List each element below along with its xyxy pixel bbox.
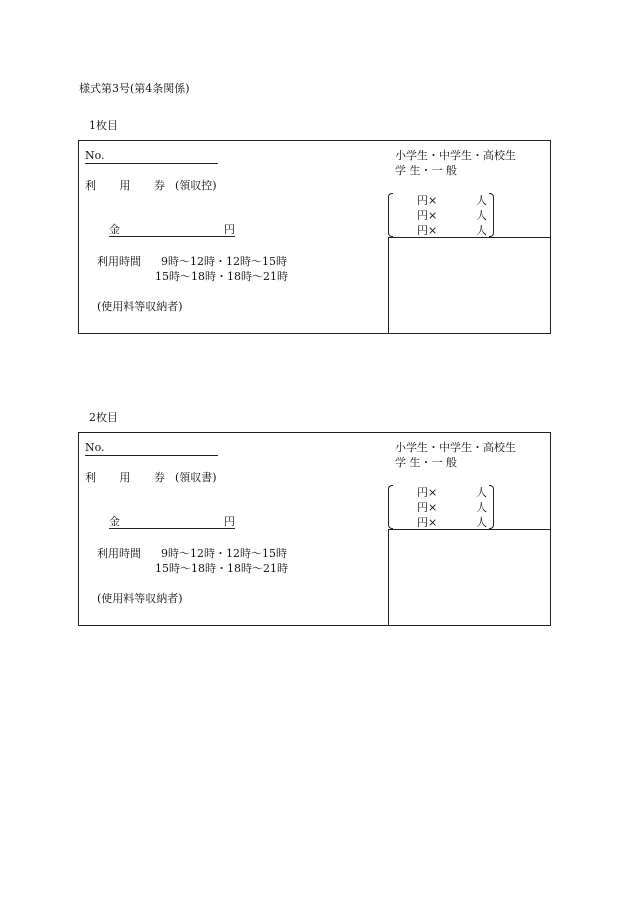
amount-label: 金 [109,223,120,236]
amount-unit: 円 [224,223,235,236]
rate-person: 人 [476,194,487,207]
amount-unit: 円 [224,515,235,528]
ticket-type-sub: (領収書) [175,471,217,484]
hours-line-2: 15時～18時・18時～21時 [155,270,288,283]
sheet-label-2: 2枚目 [89,411,118,424]
rate-row-2 [417,501,487,514]
bracket-left [388,485,393,529]
rate-yen: 円× [417,501,438,514]
category-line-1: 小学生・中学生・高校生 [395,441,516,454]
rate-row-3 [417,224,487,237]
rate-row-1 [417,194,487,207]
rate-row-2 [417,209,487,222]
amount-field [109,515,235,529]
divider-horizontal [388,529,550,530]
rate-person: 人 [476,501,487,514]
rate-yen: 円× [417,224,438,237]
rate-person: 人 [476,209,487,222]
hours-label: 利用時間 [97,547,141,560]
amount-field [109,223,235,237]
ticket-2 [78,432,551,626]
collector-label: (使用料等収納者) [97,592,183,605]
rate-yen: 円× [417,516,438,529]
collector-label: (使用料等収納者) [97,300,183,313]
hours-line-1: 9時～12時・12時～15時 [161,255,287,268]
ticket-number-field: No. [85,149,218,164]
category-line-2: 学 生・一 般 [395,164,457,177]
category-line-2: 学 生・一 般 [395,456,457,469]
bracket-right [489,193,494,237]
ticket-type-sub: (領収控) [175,179,217,192]
rate-person: 人 [476,516,487,529]
category-line-1: 小学生・中学生・高校生 [395,149,516,162]
divider-vertical [388,529,389,625]
rate-yen: 円× [417,486,438,499]
ticket-type [85,471,217,484]
rate-yen: 円× [417,209,438,222]
form-title: 様式第3号(第4条関係) [79,82,190,95]
rate-row-3 [417,516,487,529]
rate-yen: 円× [417,194,438,207]
ticket-number-field: No. [85,441,218,456]
ticket-type-main: 利 用 券 [85,179,175,192]
ticket-type [85,179,217,192]
divider-horizontal [388,237,550,238]
bracket-right [489,485,494,529]
divider-vertical [388,237,389,333]
bracket-left [388,193,393,237]
rate-person: 人 [476,224,487,237]
sheet-label-1: 1枚目 [89,119,118,132]
ticket-1 [78,140,551,334]
hours-line-2: 15時～18時・18時～21時 [155,562,288,575]
hours-label: 利用時間 [97,255,141,268]
rate-person: 人 [476,486,487,499]
amount-label: 金 [109,515,120,528]
hours-line-1: 9時～12時・12時～15時 [161,547,287,560]
ticket-type-main: 利 用 券 [85,471,175,484]
rate-row-1 [417,486,487,499]
